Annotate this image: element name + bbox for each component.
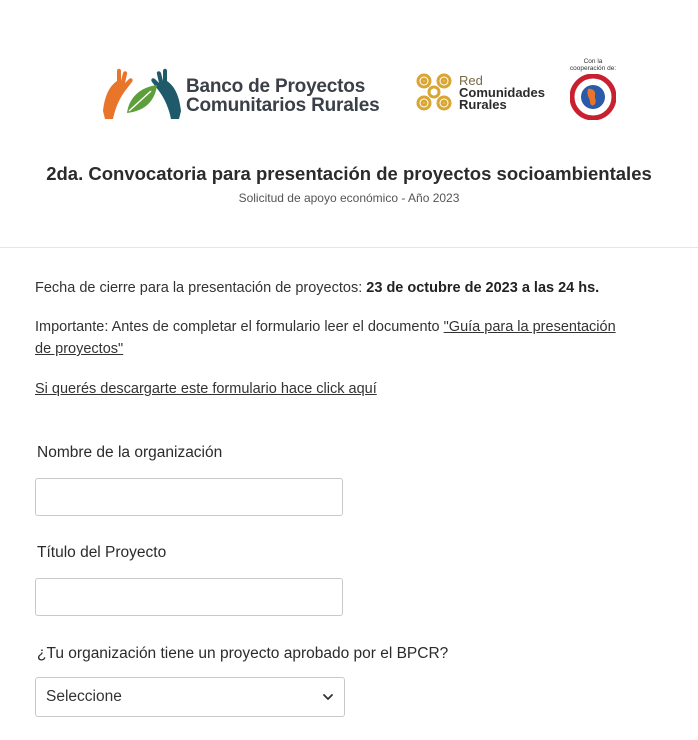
bpcr-hands-leaf-icon: [101, 67, 183, 123]
fundacion-caption-line1: Con la: [583, 58, 603, 65]
important-text: [35, 316, 685, 360]
deadline-value: 23 de octubre de 2023 a las 24 hs.: [366, 280, 600, 296]
org-name-label: Nombre de la organización: [37, 444, 223, 461]
guide-link-continuation[interactable]: de proyectos": [35, 341, 124, 357]
approved-project-select[interactable]: [35, 677, 345, 717]
deadline-text: [35, 277, 599, 299]
fundacion-caption: [563, 58, 623, 72]
deadline-prefix: Fecha de cierre para la presentación de proyectos:: [35, 280, 367, 296]
red-logo-line3: Rurales: [459, 97, 507, 112]
approved-project-selected: Seleccione: [46, 688, 122, 705]
red-logo-line1: Red: [459, 73, 483, 88]
page-title: 2da. Convocatoria para presentación de proyectos socioambientales: [46, 163, 652, 184]
bpcr-logo-text: [186, 77, 379, 115]
chevron-down-icon: [322, 691, 334, 703]
logo-bar: [0, 58, 698, 128]
red-logo-text: [459, 75, 545, 111]
bpcr-logo-line1: Banco de Proyectos: [186, 76, 366, 97]
important-prefix: Importante: Antes de completar el formulario leer el documento: [35, 319, 444, 335]
bpcr-logo-line2: Comunitarios Rurales: [186, 95, 380, 116]
red-logo-line2: Comunidades: [459, 85, 545, 100]
red-spiral-icon: [412, 69, 456, 117]
guide-link[interactable]: "Guía para la presentación: [443, 319, 616, 335]
page-subtitle: Solicitud de apoyo económico - Año 2023: [238, 191, 460, 205]
download-text: [35, 378, 377, 400]
org-name-input[interactable]: [35, 478, 343, 516]
fundacion-seal-icon: [570, 74, 616, 120]
page-header: [0, 0, 698, 248]
red-comunidades-logo: [412, 69, 552, 121]
bpcr-logo: [101, 67, 401, 123]
approved-project-label: ¿Tu organización tiene un proyecto aprobado por el BPCR?: [37, 645, 449, 662]
download-form-link[interactable]: Si querés descargarte este formulario hace click aquí: [35, 381, 377, 397]
project-title-input[interactable]: [35, 578, 343, 616]
project-title-label: Título del Proyecto: [37, 544, 167, 561]
fundacion-logo: [563, 58, 623, 128]
fundacion-caption-line2: cooperación de:: [569, 65, 617, 72]
